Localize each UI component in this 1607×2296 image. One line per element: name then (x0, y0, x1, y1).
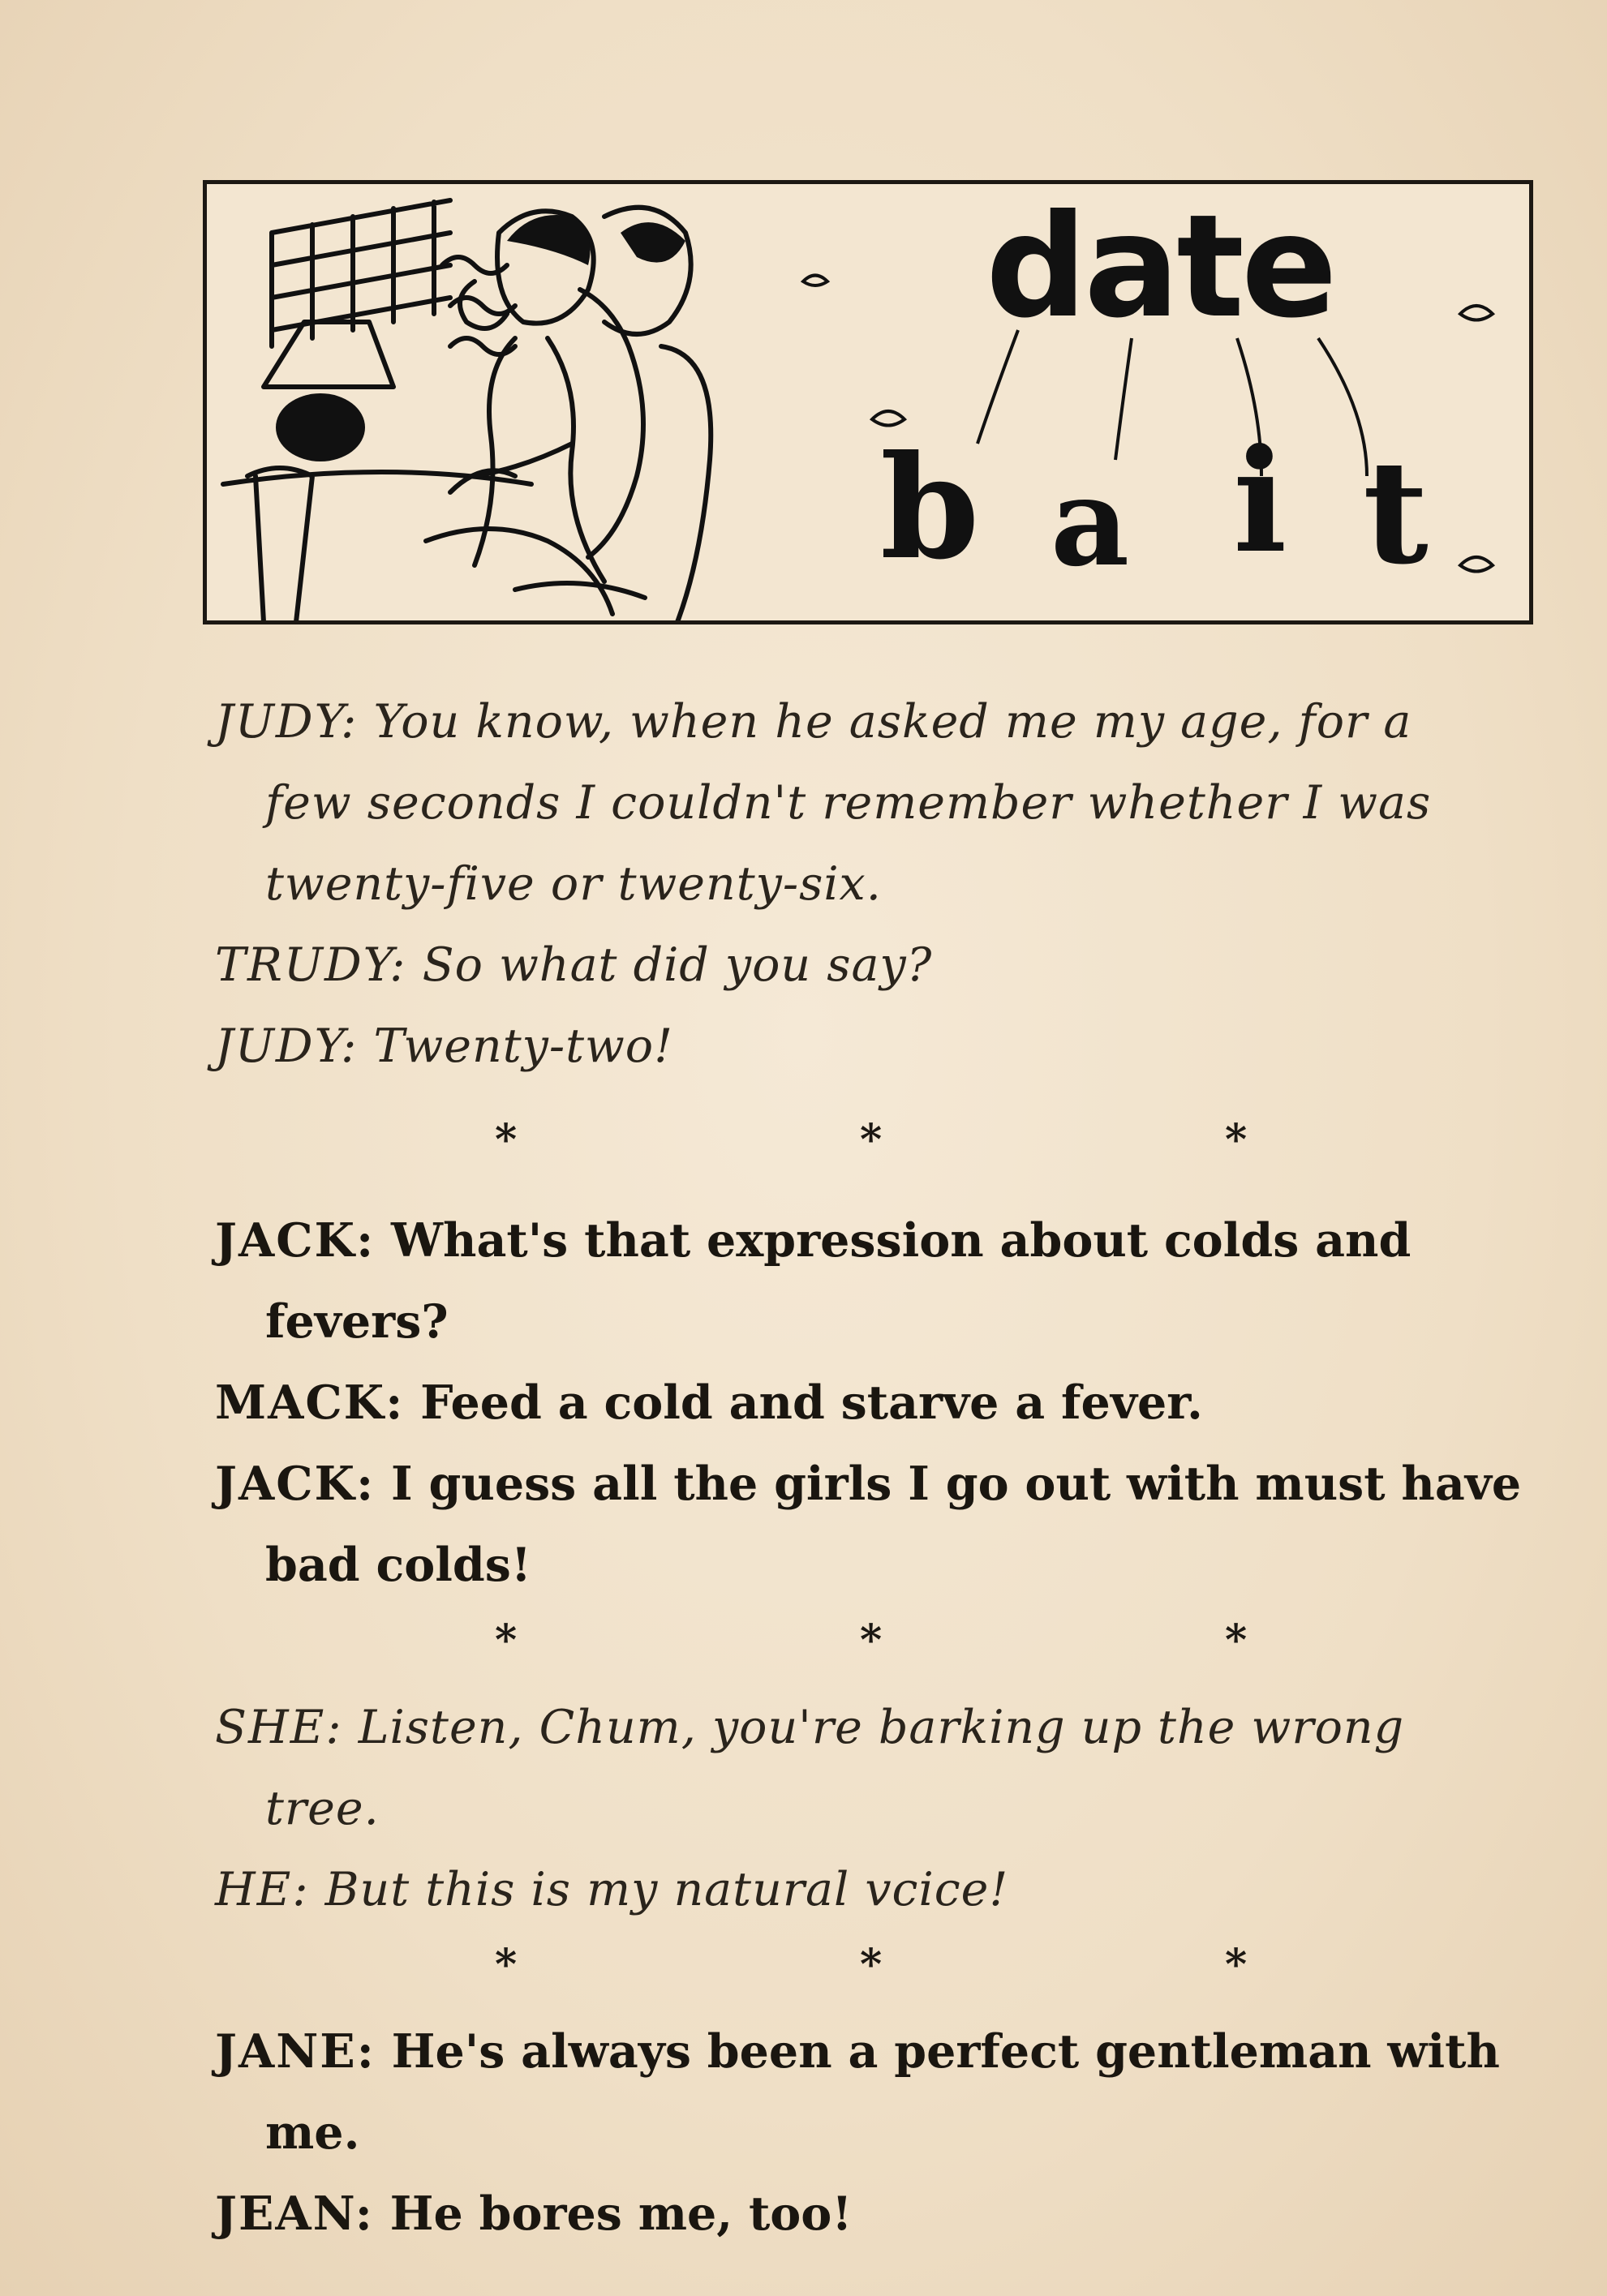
speaker-label: HE: (215, 1863, 310, 1916)
dialogue-text: You know, when he asked me my age, for a (373, 695, 1412, 749)
joke-line (215, 2174, 1545, 2255)
star-separator: * (1225, 1940, 1248, 1989)
speaker-label: JACK: (215, 1213, 376, 1268)
dialogue-text: So what did you say? (422, 938, 933, 992)
joke-line (215, 681, 1545, 762)
star-separator: * (1225, 1115, 1248, 1165)
star-separator: * (495, 1940, 518, 1989)
title-bait-letter-i: i (1233, 418, 1287, 585)
dialogue-text: few seconds I couldn't remember whether I was (265, 776, 1432, 830)
joke-line (215, 1444, 1545, 1525)
title-bait-letter-t: t (1363, 430, 1429, 596)
dialogue-text: But this is my natural vcice! (324, 1863, 1009, 1916)
joke-line (215, 762, 1545, 843)
joke-line (215, 1200, 1545, 1281)
lips-icon (872, 411, 904, 426)
title-bait-letter-a: a (1051, 451, 1130, 594)
dialogue-text: Twenty-two! (373, 1019, 674, 1073)
dialogue-text: I guess all the girls I go out with must have (391, 1457, 1522, 1511)
star-separator: * (495, 1616, 518, 1665)
dialogue-text: tree. (265, 1782, 380, 1835)
jokes-column (215, 681, 1545, 2255)
speaker-label: JUDY: (215, 695, 359, 749)
joke-line (215, 1006, 1545, 1087)
star-separator: * (860, 1115, 883, 1165)
lips-icon (1460, 306, 1493, 320)
joke-line (215, 1687, 1545, 1768)
dialogue-text: Listen, Chum, you're barking up the wrong (358, 1701, 1405, 1754)
separator-stars (215, 1087, 1545, 1200)
speaker-label: SHE: (215, 1701, 343, 1754)
separator-stars (215, 1930, 1545, 2011)
dialogue-text: He bores me, too! (389, 2187, 853, 2241)
title-bait-letter-b: b (880, 425, 980, 591)
title-bait (0, 418, 1607, 596)
speaker-label: JACK: (215, 1457, 376, 1511)
title-date: date (986, 185, 1334, 350)
joke-line (215, 925, 1545, 1006)
joke-line (215, 1363, 1545, 1444)
dialogue-text: me. (265, 2105, 360, 2160)
speaker-label: JANE: (215, 2024, 376, 2079)
star-separator: * (860, 1940, 883, 1989)
joke-line (215, 1849, 1545, 1930)
speaker-label: JUDY: (215, 1019, 359, 1073)
dialogue-text: Feed a cold and starve a fever. (420, 1375, 1203, 1430)
dialogue-text: bad colds! (265, 1538, 531, 1592)
dialogue-text: What's that expression about colds and (391, 1213, 1411, 1268)
speaker-label: JEAN: (215, 2187, 374, 2241)
joke-line (215, 1525, 1545, 1606)
star-separator: * (495, 1115, 518, 1165)
joke-line (215, 2092, 1545, 2174)
separator-stars (215, 1606, 1545, 1687)
joke-line (215, 1768, 1545, 1849)
speaker-label: TRUDY: (215, 938, 407, 992)
dialogue-text: fevers? (265, 1294, 449, 1349)
joke-line (215, 843, 1545, 925)
joke-line (215, 1281, 1545, 1363)
star-separator: * (1225, 1616, 1248, 1665)
joke-line (215, 2011, 1545, 2092)
lips-icon (803, 276, 827, 286)
star-separator: * (860, 1616, 883, 1665)
dialogue-text: twenty-five or twenty-six. (265, 857, 882, 911)
dialogue-text: He's always been a perfect gentleman with (391, 2024, 1500, 2079)
speaker-label: MACK: (215, 1375, 405, 1430)
